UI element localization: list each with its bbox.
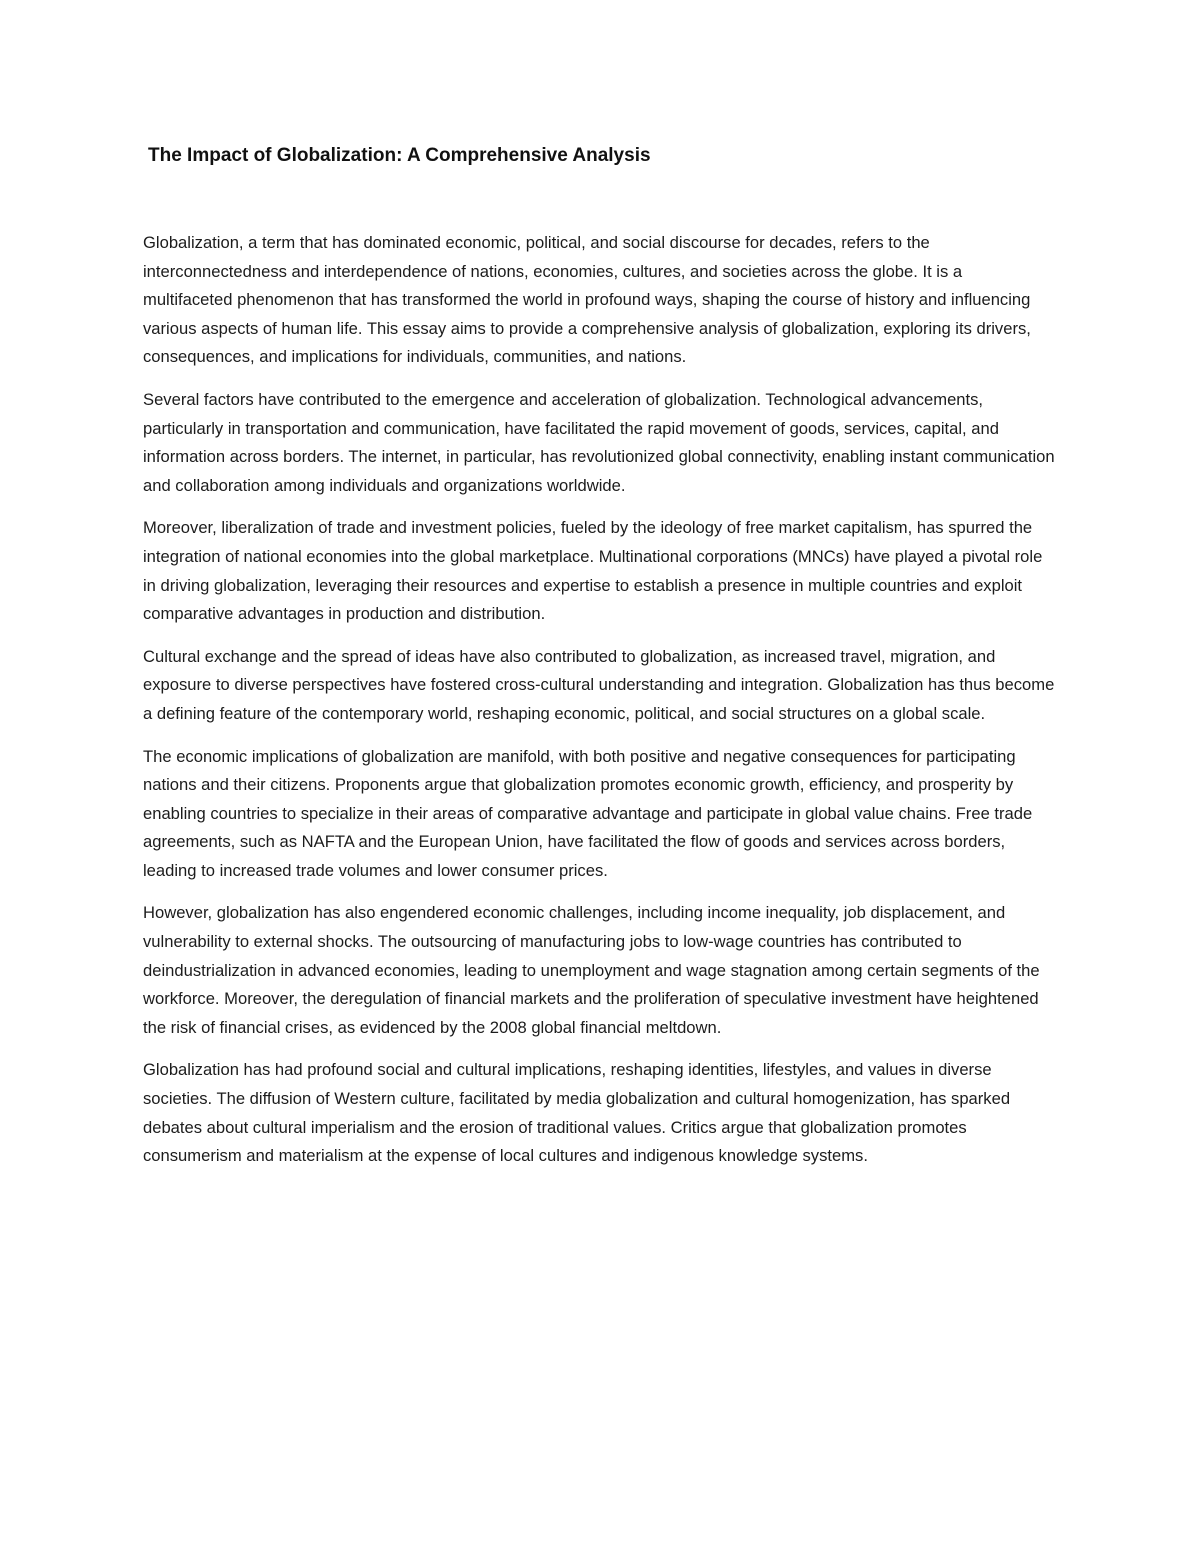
paragraph-introduction: Globalization, a term that has dominated economic, political, and social discourse for decades, refers to the interconnectedness and interdependence of nations, economies, cultures, and societies across the globe. It is a multifaceted phenomenon that has transformed the world in profound ways, shaping the course of history and influencing various aspects of human life. This essay aims to provide a comprehensive analysis of globalization, exploring its drivers, consequences, and implications for individuals, communities, and nations. [143, 233, 1031, 367]
document-title: The Impact of Globalization: A Comprehensive Analysis [148, 145, 651, 166]
paragraph-cultural-exchange: Cultural exchange and the spread of ideas have also contributed to globalization, as increased travel, migration, and exposure to diverse perspectives have fostered cross-cultural understanding and integration. Globalization has thus become a defining feature of the contemporary world, reshaping economic, political, and social structures on a global scale. [143, 646, 1055, 723]
paragraph-economic-implications: The economic implications of globalization are manifold, with both positive and negative consequences for participating nations and their citizens. Proponents argue that globalization promotes economic growth, efficiency, and prosperity by enabling countries to specialize in their areas of comparative advantage and participate in global value chains. Free trade agreements, such as NAFTA and the European Union, have facilitated the flow of goods and services across borders, leading to increased trade volumes and lower consumer prices. [143, 746, 1033, 880]
paragraph-liberalization: Moreover, liberalization of trade and investment policies, fueled by the ideology of free market capitalism, has spurred the integration of national economies into the global marketplace. Multinational corporations (MNCs) have played a pivotal role in driving globalization, leveraging their resources and expertise to establish a presence in multiple countries and exploit comparative advantages in production and distribution. [143, 518, 1043, 624]
document-body [143, 229, 1055, 1185]
paragraph-social-cultural: Globalization has had profound social and cultural implications, reshaping identities, lifestyles, and values in diverse societies. The diffusion of Western culture, facilitated by media globalization and cultural homogenization, has sparked debates about cultural imperialism and the erosion of traditional values. Critics argue that globalization promotes consumerism and materialism at the expense of local cultures and indigenous knowledge systems. [143, 1060, 1011, 1166]
paragraph-drivers: Several factors have contributed to the emergence and acceleration of globalization. Technological advancements, particularly in transportation and communication, have facilitated the rapid movement of goods, services, capital, and information across borders. The internet, in particular, has revolutionized global connectivity, enabling instant communication and collaboration among individuals and organizations worldwide. [143, 389, 1055, 495]
paragraph-economic-challenges: However, globalization has also engendered economic challenges, including income inequality, job displacement, and vulnerability to external shocks. The outsourcing of manufacturing jobs to low-wage countries has contributed to deindustrialization in advanced economies, leading to unemployment and wage stagnation among certain segments of the workforce. Moreover, the deregulation of financial markets and the proliferation of speculative investment have heightened the risk of financial crises, as evidenced by the 2008 global financial meltdown. [143, 903, 1040, 1037]
